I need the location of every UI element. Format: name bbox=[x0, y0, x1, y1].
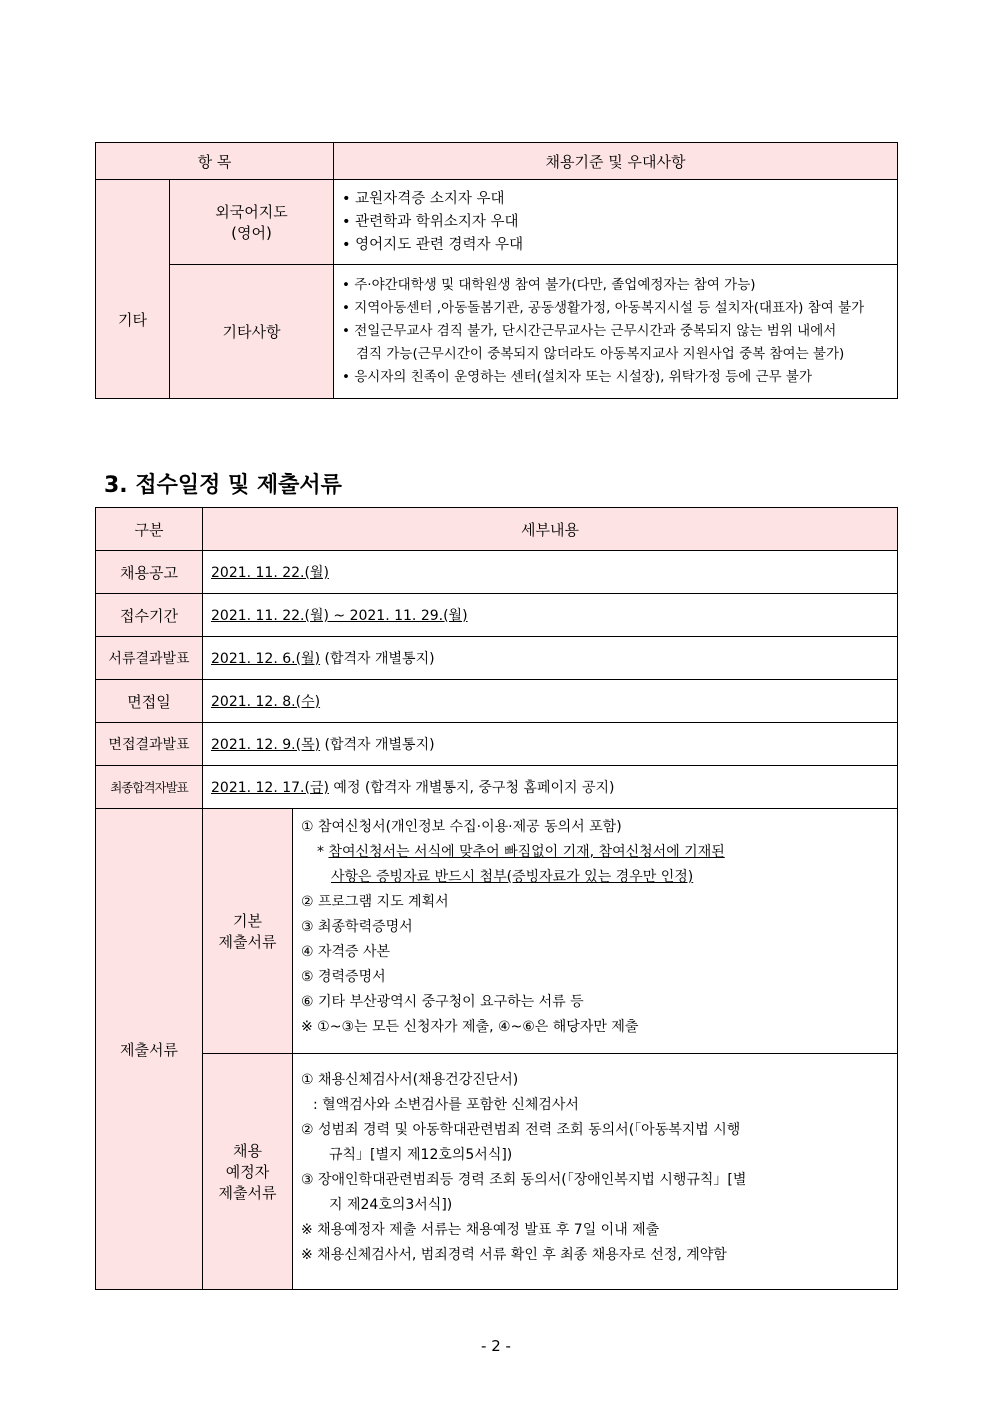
row-label: 면접결과발표 bbox=[96, 723, 203, 766]
list-item: • 지역아동센터 ,아동돌봄기관, 공동생활가정, 아동복지시설 등 설치자(대표자) 참여 불가 bbox=[342, 300, 865, 316]
list-item: ① 참여신청서(개인정보 수집·이용·제공 동의서 포함) bbox=[301, 819, 622, 835]
row-value: 2021. 11. 22.(월) ~ 2021. 11. 29.(월) bbox=[203, 594, 898, 637]
subcategory-line: 외국어지도 bbox=[215, 203, 288, 221]
criteria-table bbox=[95, 142, 898, 399]
category-etc: 기타 bbox=[96, 180, 170, 399]
planned-docs-list bbox=[293, 1054, 898, 1290]
list-item: ⑤ 경력증명서 bbox=[301, 969, 386, 985]
row-value: 2021. 12. 8.(수) bbox=[203, 680, 898, 723]
row-value: 2021. 12. 9.(목) (합격자 개별통지) bbox=[203, 723, 898, 766]
row-label: 접수기간 bbox=[96, 594, 203, 637]
list-item: ④ 자격증 사본 bbox=[301, 944, 391, 960]
list-note-continuation: 사항은 증빙자료 반드시 첨부(증빙자료가 있는 경우만 인정) bbox=[331, 869, 694, 885]
row-label: 최종합격자발표 bbox=[96, 766, 203, 809]
row-label: 서류결과발표 bbox=[96, 637, 203, 680]
list-item: • 응시자의 친족이 운영하는 센터(설치자 또는 시설장), 위탁가정 등에 근무 불가 bbox=[342, 369, 812, 385]
label-line: 제출서류 bbox=[218, 1184, 277, 1202]
list-item: • 영어지도 관련 경력자 우대 bbox=[342, 236, 524, 253]
list-item-continuation: 규칙」[별지 제12호의5서식]) bbox=[329, 1147, 513, 1163]
list-item: • 전일근무교사 겸직 불가, 단시간근무교사는 근무시간과 중복되지 않는 범위 내에서 bbox=[342, 323, 837, 339]
row-value: 2021. 12. 6.(월) (합격자 개별통지) bbox=[203, 637, 898, 680]
row-value: 2021. 11. 22.(월) bbox=[203, 551, 898, 594]
list-item: • 교원자격증 소지자 우대 bbox=[342, 190, 505, 207]
list-item-sub: : 혈액검사와 소변검사를 포함한 신체검사서 bbox=[313, 1097, 579, 1113]
basic-docs-label bbox=[203, 809, 293, 1054]
basic-docs-list bbox=[293, 809, 898, 1054]
label-line: 예정자 bbox=[225, 1163, 270, 1181]
docs-label: 제출서류 bbox=[96, 809, 203, 1290]
label-line: 채용 bbox=[233, 1142, 262, 1160]
header-detail: 세부내용 bbox=[203, 508, 898, 551]
row-value: 2021. 12. 17.(금) 예정 (합격자 개별통지, 중구청 홈페이지 공지) bbox=[203, 766, 898, 809]
list-item: ③ 장애인학대관련범죄등 경력 조회 동의서(「장애인복지법 시행규칙」[별 bbox=[301, 1172, 747, 1188]
list-item: • 관련학과 학위소지자 우대 bbox=[342, 213, 519, 230]
header-criteria: 채용기준 및 우대사항 bbox=[334, 143, 898, 180]
list-note: * 참여신청서는 서식에 맞추어 빠짐없이 기재, 참여신청서에 기재된 bbox=[317, 844, 725, 860]
planned-docs-label bbox=[203, 1054, 293, 1290]
page-number: - 2 - bbox=[481, 1337, 511, 1355]
list-item: ② 성범죄 경력 및 아동학대관련범죄 전력 조회 동의서(「아동복지법 시행 bbox=[301, 1122, 741, 1138]
criteria-list bbox=[334, 265, 898, 399]
schedule-table bbox=[95, 507, 898, 1290]
criteria-list bbox=[334, 180, 898, 265]
section-title: 3. 접수일정 및 제출서류 bbox=[104, 473, 342, 498]
list-item-continuation: 겸직 가능(근무시간이 중복되지 않더라도 아동복지교사 지원사업 중복 참여는 불가) bbox=[356, 346, 845, 362]
header-category: 구분 bbox=[96, 508, 203, 551]
list-item: • 주·야간대학생 및 대학원생 참여 불가(다만, 졸업예정자는 참여 가능) bbox=[342, 277, 756, 293]
list-remark: ※ 채용예정자 제출 서류는 채용예정 발표 후 7일 이내 제출 bbox=[301, 1222, 660, 1238]
row-label: 면접일 bbox=[96, 680, 203, 723]
subcategory-line: (영어) bbox=[231, 224, 272, 242]
row-label: 채용공고 bbox=[96, 551, 203, 594]
header-item: 항 목 bbox=[96, 143, 334, 180]
list-item: ③ 최종학력증명서 bbox=[301, 919, 413, 935]
list-item-continuation: 지 제24호의3서식]) bbox=[329, 1197, 453, 1213]
list-item: ⑥ 기타 부산광역시 중구청이 요구하는 서류 등 bbox=[301, 994, 584, 1010]
list-remark: ※ ①~③는 모든 신청자가 제출, ④~⑥은 해당자만 제출 bbox=[301, 1019, 639, 1035]
list-item: ② 프로그램 지도 계획서 bbox=[301, 894, 449, 910]
list-remark: ※ 채용신체검사서, 범죄경력 서류 확인 후 최종 채용자로 선정, 계약함 bbox=[301, 1247, 727, 1263]
label-line: 기본 bbox=[233, 912, 262, 930]
label-line: 제출서류 bbox=[218, 933, 277, 951]
subcategory-etc: 기타사항 bbox=[170, 265, 334, 399]
subcategory-foreign-language bbox=[170, 180, 334, 265]
list-item: ① 채용신체검사서(채용건강진단서) bbox=[301, 1072, 519, 1088]
